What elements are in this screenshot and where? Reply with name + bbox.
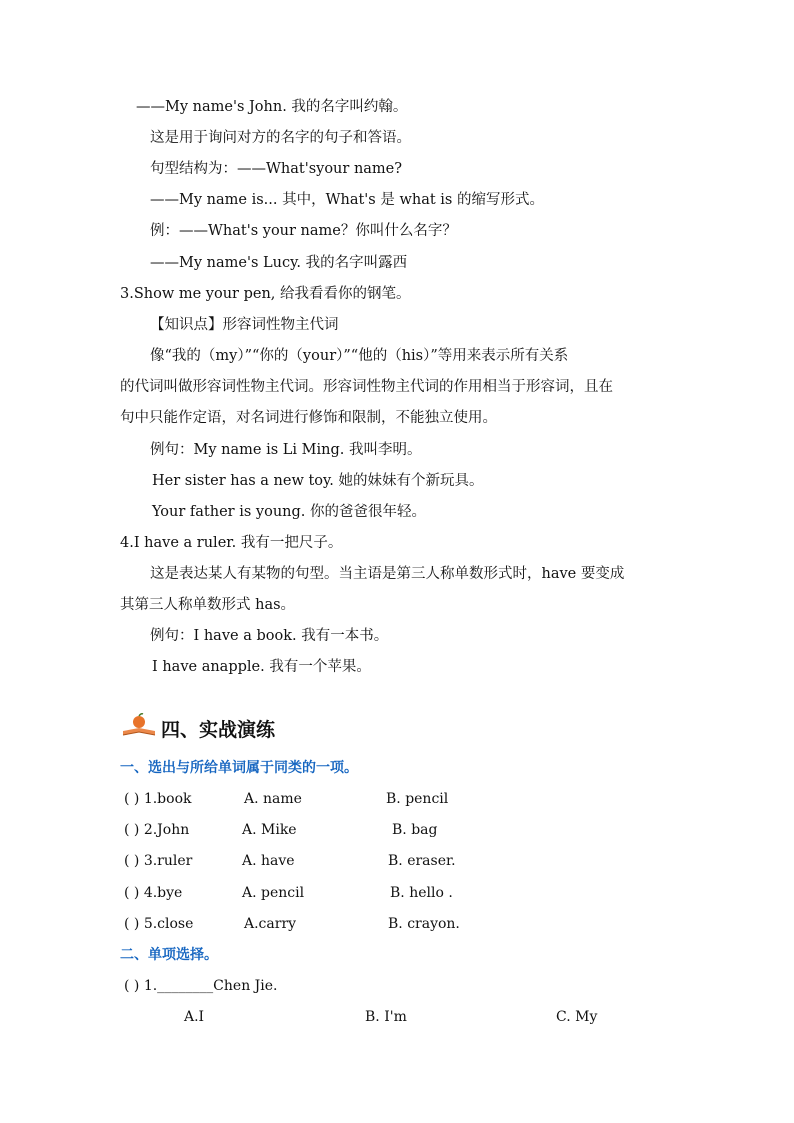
option-b: B. I'm (365, 1009, 407, 1025)
text-line: 例：——What's your name？你叫什么名字？ (150, 223, 457, 239)
question-item: ( ) 2.John (124, 822, 190, 838)
text-line: 其第三人称单数形式 has。 (120, 597, 296, 613)
text-line: ——My name's John. 我的名字叫约翰。 (136, 99, 408, 115)
text-line: 的代词叫做形容词性物主代词。形容词性物主代词的作用相当于形容词，且在 (120, 379, 613, 395)
knowledge-point: 【知识点】形容词性物主代词 (150, 317, 339, 333)
question-item: ( ) 4.bye (124, 885, 183, 901)
section-title: 四、实战演练 (161, 718, 276, 741)
part1-title: 一、选出与所给单词属于同类的一项。 (120, 760, 358, 776)
option-a: A.carry (244, 916, 297, 932)
option-b: B. hello . (390, 885, 453, 901)
option-a: A. pencil (242, 885, 305, 901)
question-item: ( ) 3.ruler (124, 853, 193, 869)
text-line: 句型结构为：——What'syour name? (150, 161, 403, 177)
text-line: 4.I have a ruler. 我有一把尺子。 (120, 535, 343, 551)
text-line: 像“我的（my）”“你的（your）”“他的（his）”等用来表示所有关系 (150, 348, 569, 364)
text-line: 句中只能作定语，对名词进行修饰和限制，不能独立使用。 (120, 410, 497, 426)
part2-title: 二、单项选择。 (120, 947, 218, 963)
option-b: B. bag (392, 822, 438, 838)
text-line: 3.Show me your pen, 给我看看你的钢笔。 (120, 286, 411, 302)
option-b: B. eraser. (388, 853, 456, 869)
option-c: C. My (556, 1009, 598, 1025)
option-b: B. crayon. (388, 916, 460, 932)
text-line: ——My name's Lucy. 我的名字叫露西 (150, 255, 408, 271)
text-line: 例句：My name is Li Ming. 我叫李明。 (150, 442, 422, 458)
text-line: 例句：I have a book. 我有一本书。 (150, 628, 389, 644)
option-b: B. pencil (386, 791, 449, 807)
text-line: 这是表达某人有某物的句型。当主语是第三人称单数形式时，have 要变成 (150, 566, 625, 582)
option-a: A. have (242, 853, 295, 869)
section-heading (121, 713, 275, 743)
option-a: A. name (244, 791, 302, 807)
question-item: ( ) 5.close (124, 916, 194, 932)
text-line: I have anapple. 我有一个苹果。 (152, 659, 371, 675)
text-line: ——My name is... 其中，What's 是 what is 的缩写形式。 (150, 192, 544, 208)
book-apple-icon (121, 713, 157, 743)
text-line: 这是用于询问对方的名字的句子和答语。 (150, 130, 411, 146)
text-line: Her sister has a new toy. 她的妹妹有个新玩具。 (152, 473, 484, 489)
question-item: ( ) 1.________Chen Jie. (124, 978, 278, 994)
option-a: A. Mike (242, 822, 297, 838)
option-a: A.I (184, 1009, 205, 1025)
text-line: Your father is young. 你的爸爸很年轻。 (152, 504, 427, 520)
question-item: ( ) 1.book (124, 791, 192, 807)
